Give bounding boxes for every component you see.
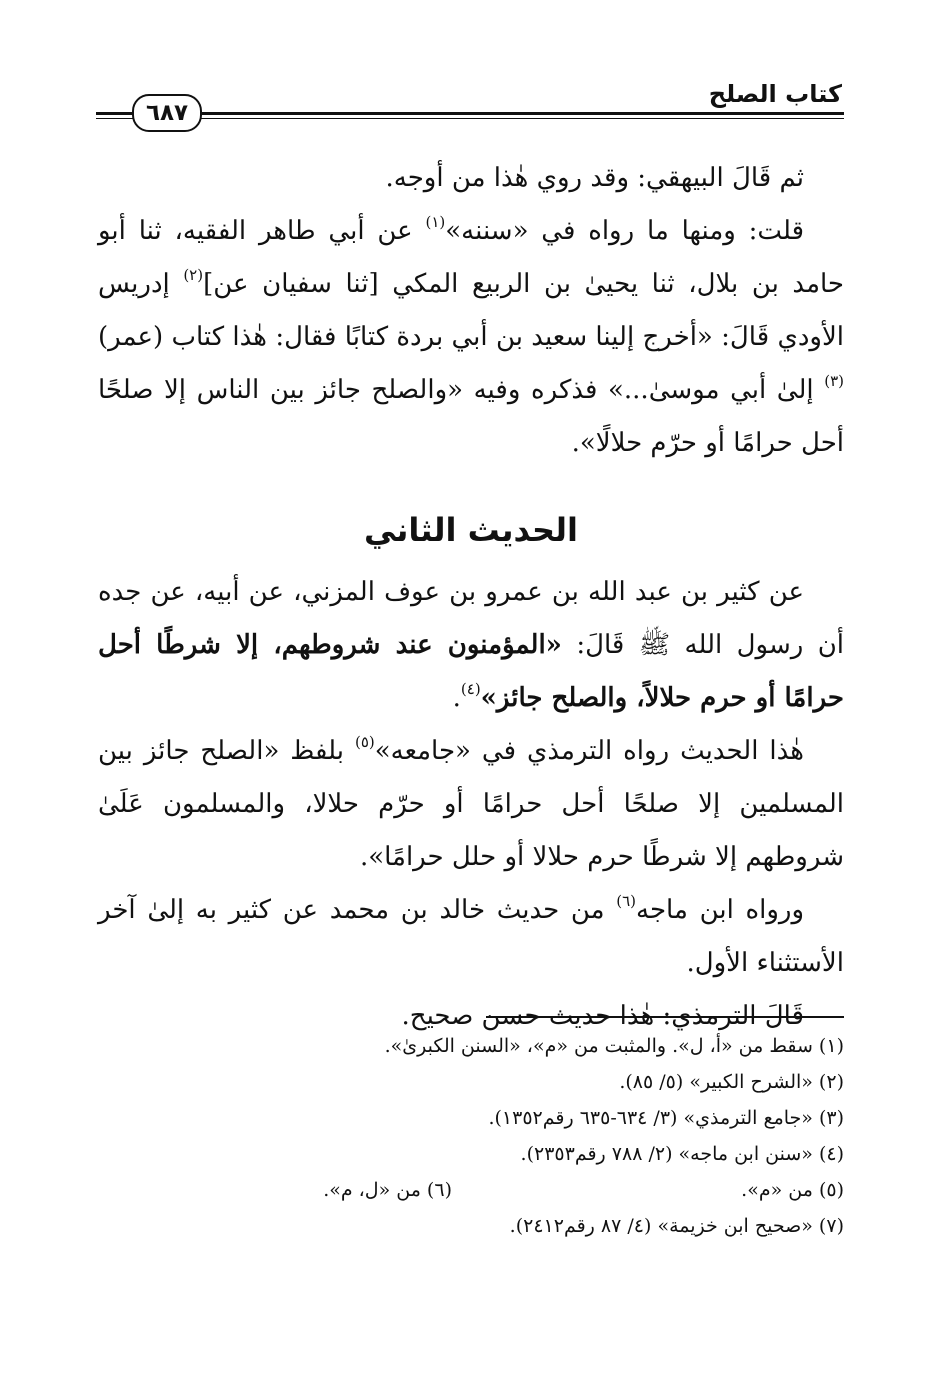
paragraph-1 <box>98 152 844 205</box>
hadith-text: «المؤمنون عند شروطهم، إلا شرطًا أحل حرامًا أو حرم حلالاً، والصلح جائز» <box>98 630 844 713</box>
paragraph-5 <box>98 884 844 990</box>
paragraph-5-text-a: ورواه ابن ماجه <box>636 895 804 925</box>
paragraph-4 <box>98 725 844 884</box>
main-text <box>98 152 844 1043</box>
footnote-7: (٧) «صحيح ابن خزيمة» (٤/ ٨٧ رقم٢٤١٢). <box>509 1215 844 1237</box>
footnotes <box>98 1028 844 1244</box>
footnote-ref-4: (٤) <box>460 680 481 698</box>
footnote-ref-5: (٥) <box>354 733 375 751</box>
paragraph-1-text: ثم قَالَ البيهقي: وقد روي هٰذا من أوجه. <box>385 163 804 193</box>
footnote-ref-3: (٣) <box>824 372 844 390</box>
section-heading: الحديث الثاني <box>363 511 578 549</box>
footnote-ref-1: (١) <box>425 213 446 231</box>
paragraph-3-text-c: . <box>452 683 461 713</box>
paragraph-2-text-d: إلىٰ أبي موسىٰ...» فذكره وفيه «والصلح جائز بين الناس إلا صلحًا أحل حرامًا أو حرّم حلالًا». <box>98 375 844 458</box>
paragraph-3-text-a: عن كثير بن عبد الله بن عمرو بن عوف المزني، عن أبيه، عن جده أن رسول الله ﷺ قَالَ: <box>98 577 845 660</box>
footnote-ref-6: (٦) <box>616 892 637 910</box>
page-number-badge: ٦٨٧ <box>132 94 202 132</box>
paragraph-6-text: قَالَ الترمذي: هٰذا حديث حسن صحيح. <box>401 1001 804 1031</box>
footnote-3: (٣) «جامع الترمذي» (٣/ ٦٣٤-٦٣٥ رقم١٣٥٢). <box>488 1107 844 1129</box>
paragraph-3 <box>98 566 844 725</box>
paragraph-2-text-b: عن أبي طاهر الفقيه، ثنا أبو حامد بن بلال، ثنا يحيىٰ بن الربيع المكي [ثنا سفيان عن] <box>98 216 844 299</box>
footnote-5: (٥) من «م». <box>741 1179 844 1201</box>
paragraph-4-text-b: بلفظ «الصلح جائز بين المسلمين إلا صلحًا أحل حرامًا أو حرّم حلالا، والمسلمون عَلَىٰ شروطهم إلا شرطًا حرم حلالا أو حلل حرامًا». <box>98 736 844 872</box>
footnote-ref-2: (٢) <box>183 266 204 284</box>
footnote-6: (٦) من «ل، م». <box>323 1179 452 1201</box>
header-rule-thin <box>96 118 844 119</box>
footnote-1: (١) سقط من «أ، ل». والمثبت من «م»، «السنن الكبرىٰ». <box>384 1035 844 1057</box>
paragraph-2 <box>98 205 844 470</box>
footnote-row-5-6 <box>98 1172 844 1208</box>
footnote-separator <box>486 1016 844 1018</box>
footnote-4: (٤) «سنن ابن ماجه» (٢/ ٧٨٨ رقم٢٣٥٣). <box>520 1143 844 1165</box>
paragraph-5-text-b: من حديث خالد بن محمد عن كثير به إلىٰ آخر الأستثناء الأول. <box>98 895 844 978</box>
paragraph-2-text-a: قلت: ومنها ما رواه في «سننه» <box>445 216 804 246</box>
header-rule-thick <box>96 112 844 115</box>
paragraph-4-text-a: هٰذا الحديث رواه الترمذي في «جامعه» <box>374 736 804 766</box>
paragraph-2-text-c: إدريس الأودي قَالَ: «أخرج إلينا سعيد بن أبي بردة كتابًا فقال: هٰذا كتاب (عمر) <box>98 269 844 352</box>
book-title: كتاب الصلح <box>708 80 842 108</box>
footnote-2: (٢) «الشرح الكبير» (٥/ ٨٥). <box>619 1071 844 1093</box>
running-header <box>96 78 844 128</box>
